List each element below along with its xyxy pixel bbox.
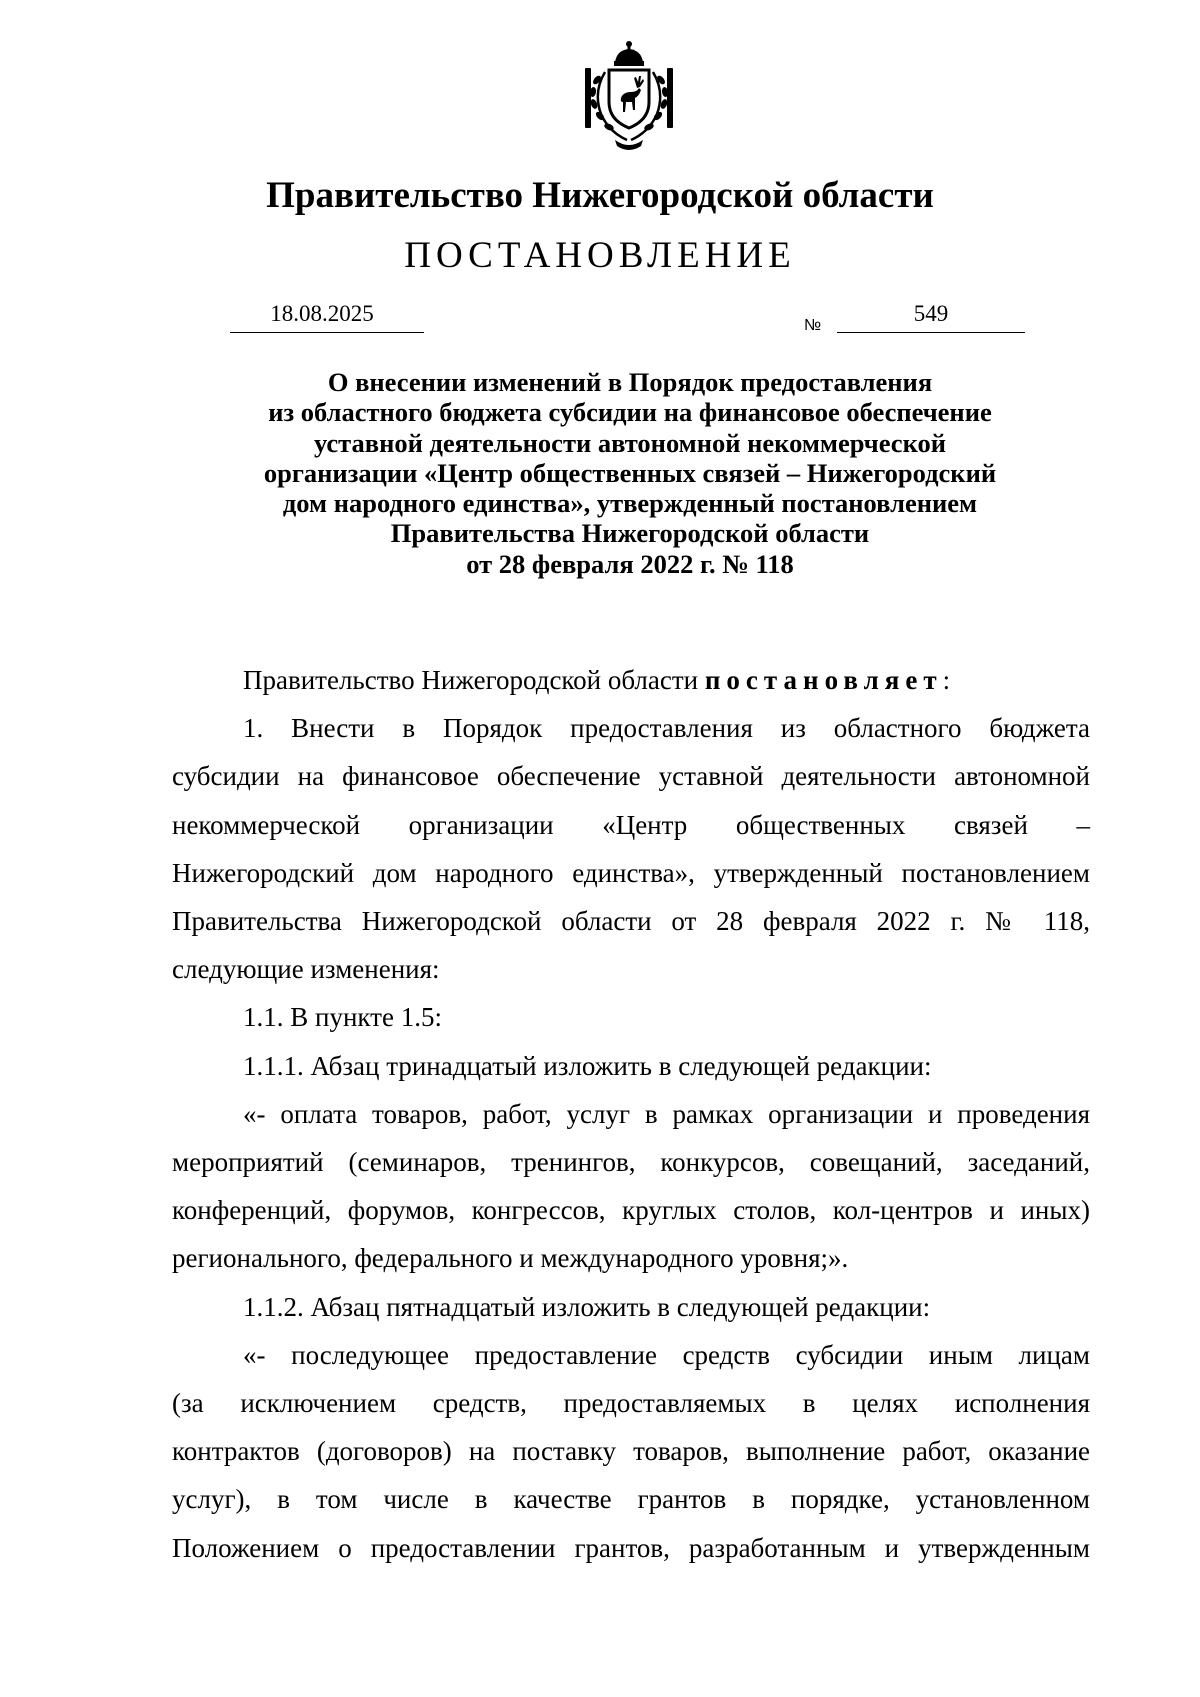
paragraph-1-line: Правительства Нижегородской области от 28 февраля 2022 г. № 118,: [172, 906, 1090, 937]
organization-title: Правительство Нижегородской области: [266, 175, 934, 216]
paragraph-1-1-2: 1.1.2. Абзац пятнадцатый изложить в следующей редакции:: [243, 1291, 931, 1322]
paragraph-1-line: Нижегородский дом народного единства», утвержденный постановлением: [172, 857, 1090, 888]
paragraph-1-line: 1. Внести в Порядок предоставления из областного бюджета: [243, 713, 1090, 744]
paragraph-1-1-1: 1.1.1. Абзац тринадцатый изложить в следующей редакции:: [243, 1050, 932, 1081]
subject-line: организации «Центр общественных связей – Нижегородский: [263, 457, 997, 488]
subject-line: Правительства Нижегородской области: [390, 518, 870, 549]
date-underline: [230, 332, 424, 333]
subject-line: О внесении изменений в Порядок предоставления: [327, 367, 933, 397]
document-number: [837, 300, 1025, 334]
quote-1-line: регионального, федерального и международного уровня;».: [172, 1243, 849, 1274]
preamble: [172, 656, 1090, 704]
quote-2-line: Положением о предоставлении грантов, разработанным и утвержденным: [172, 1532, 1090, 1563]
document-type: ПОСТАНОВЛЕНИЕ: [404, 235, 796, 276]
subject-line: уставной деятельности автономной некоммерческой: [313, 427, 947, 458]
paragraph-1-1: 1.1. В пункте 1.5:: [243, 1002, 442, 1033]
quote-2-line: «- последующее предоставление средств субсидии иным лицам: [243, 1339, 1090, 1370]
document-date: [230, 300, 424, 334]
quote-2-line: услуг), в том числе в качестве грантов в порядке, установленном: [172, 1484, 1090, 1515]
document-body: [172, 656, 1090, 1572]
number-label: №: [804, 317, 822, 334]
quote-1-line: «- оплата товаров, работ, услуг в рамках организации и проведения: [243, 1098, 1090, 1129]
quote-1-line: мероприятий (семинаров, тренингов, конкурсов, совещаний, заседаний,: [172, 1147, 1090, 1178]
preamble-text: Правительство Нижегородской области: [243, 665, 705, 695]
quote-1-line: конференций, форумов, конгрессов, круглых столов, кол-центров и иных): [172, 1195, 1090, 1226]
paragraph-1-line: субсидии на финансовое обеспечение уставной деятельности автономной: [172, 761, 1090, 792]
preamble-colon: :: [942, 665, 951, 695]
paragraph-1-line: некоммерческой организации «Центр общественных связей –: [172, 809, 1090, 840]
date-value: 18.08.2025: [270, 301, 374, 326]
quote-2-line: контрактов (договоров) на поставку товаров, выполнение работ, оказание: [172, 1436, 1090, 1467]
preamble-verb: постановляет: [704, 665, 943, 695]
subject-line: от 28 февраля 2022 г. № 118: [466, 548, 794, 579]
number-underline: [837, 332, 1025, 333]
document-subject: [150, 367, 1110, 579]
number-value: 549: [913, 301, 949, 326]
quote-2-line: (за исключением средств, предоставляемых в целях исполнения: [172, 1388, 1090, 1419]
subject-line: дом народного единства», утвержденный постановлением: [282, 488, 978, 519]
subject-line: из областного бюджета субсидии на финансовое обеспечение: [268, 397, 992, 428]
coat-of-arms-emblem: [571, 40, 687, 154]
paragraph-1-line: следующие изменения:: [172, 954, 440, 985]
